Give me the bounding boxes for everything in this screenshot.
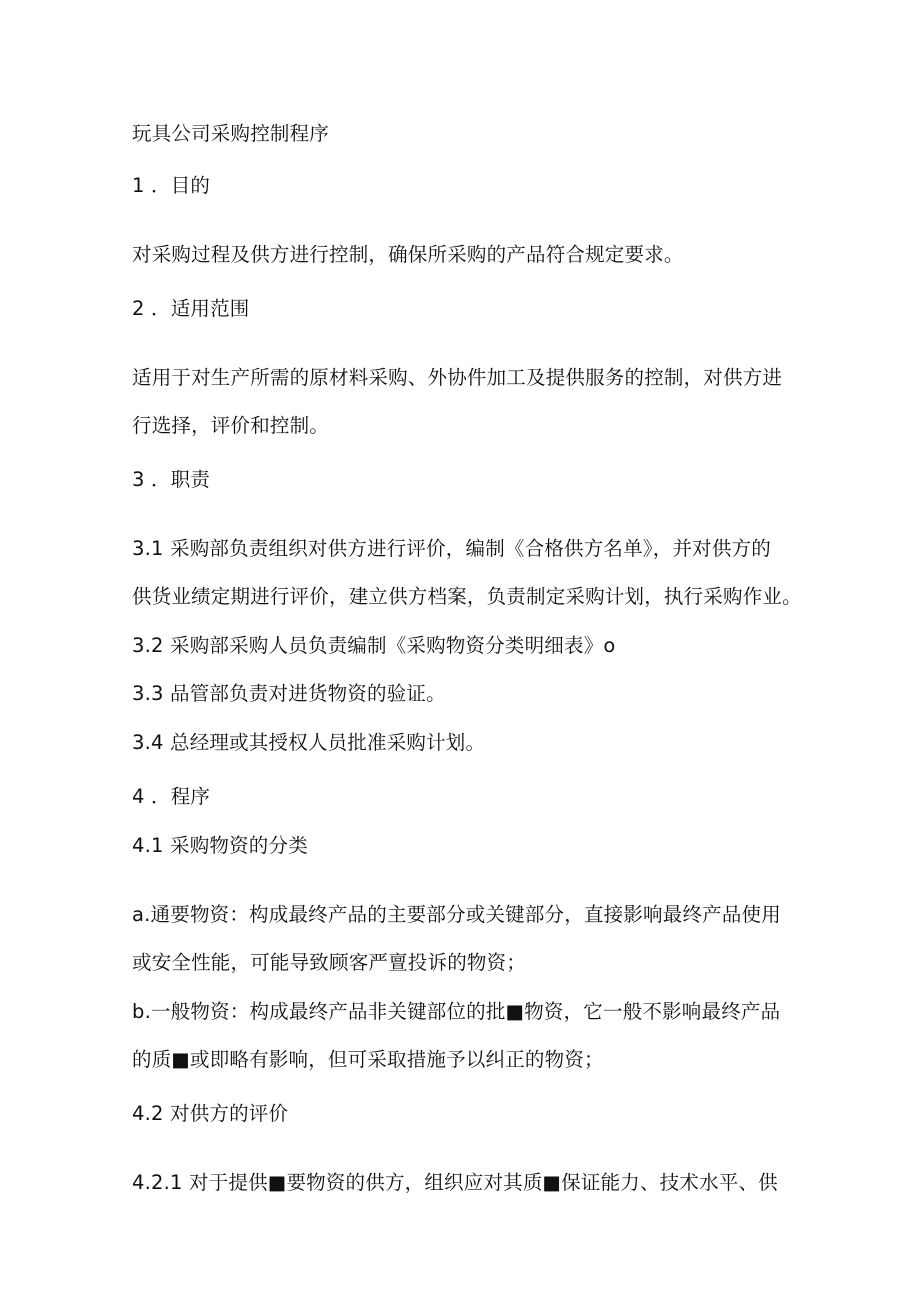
section-heading-scope: 2 ．适用范围	[132, 297, 250, 320]
clause-3-1-line-2: 供货业绩定期进行评价，建立供方档案，负责制定采购计划，执行采购作业。	[132, 585, 802, 608]
item-a-line-2: 或安全性能，可能导致顾客严亶投诉的物资；	[132, 951, 527, 974]
section-heading-responsibilities: 3 ．职责	[132, 468, 211, 491]
clause-3-2: 3.2 采购部采购人员负责编制《采购物资分类明细表》o	[132, 634, 616, 657]
clause-4-2-1-line-1: 4.2.1 对于提供■要物资的供方，组织应对其质■保证能力、技术水平、供	[132, 1171, 778, 1194]
paragraph-scope-line-2: 行选择，评价和控制。	[132, 414, 330, 437]
clause-4-1-heading: 4.1 采购物资的分类	[132, 834, 308, 857]
section-heading-purpose: 1 ．目的	[132, 174, 211, 197]
document-title: 玩具公司采购控制程序	[132, 122, 330, 145]
section-heading-procedure: 4 ．程序	[132, 785, 211, 808]
paragraph-purpose: 对采购过程及供方进行控制，确保所采购的产品符合规定要求。	[132, 243, 684, 266]
clause-3-4: 3.4 总经理或其授权人员批准采购计划。	[132, 731, 486, 754]
item-a-line-1: a.通要物资：构成最终产品的主要部分或关键部分，直接影响最终产品使用	[132, 903, 781, 926]
clause-3-1-line-1: 3.1 采购部负责组织对供方进行评价，编制《合格供方名单》，并对供方的	[132, 537, 771, 560]
item-b-line-2: 的质■或即略有影响，但可采取措施予以纠正的物资；	[132, 1048, 604, 1071]
item-b-line-1: b.一般物资：构成最终产品非关键部位的批■物资，它一般不影响最终产品	[132, 1000, 781, 1023]
clause-3-3: 3.3 品管部负责对进货物资的验证。	[132, 682, 446, 705]
clause-4-2-heading: 4.2 对供方的评价	[132, 1102, 289, 1125]
paragraph-scope-line-1: 适用于对生产所需的原材料采购、外协件加工及提供服务的控制，对供方进	[132, 366, 783, 389]
